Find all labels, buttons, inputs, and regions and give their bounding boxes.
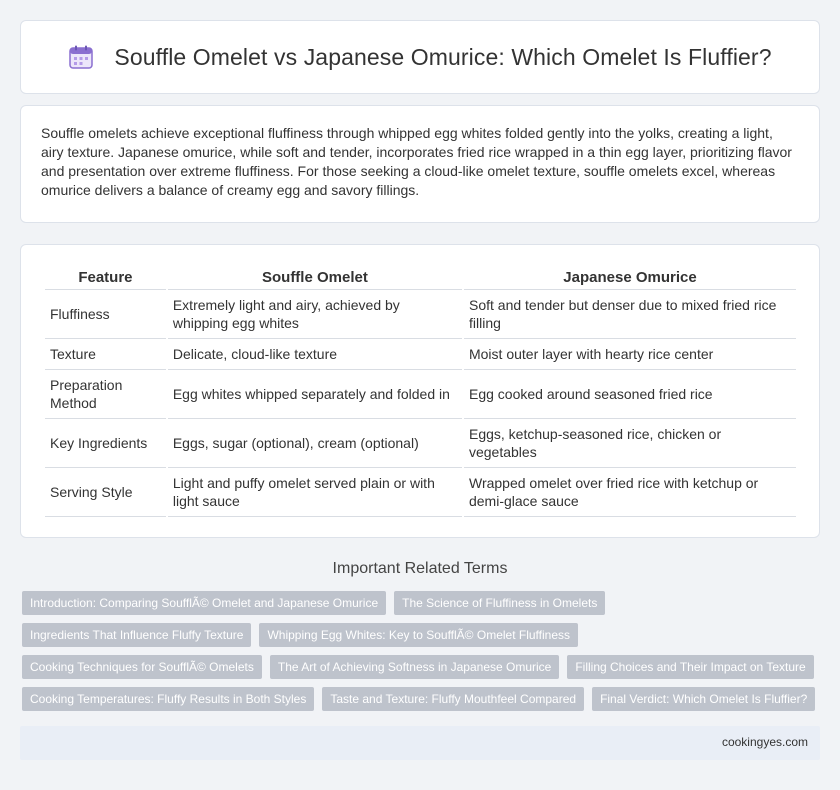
related-term-tag[interactable]: Whipping Egg Whites: Key to SoufflÃ© Omelet Fluffiness [259, 623, 578, 647]
related-terms-tags [22, 591, 822, 719]
calendar-icon [68, 44, 94, 70]
related-term-tag[interactable]: Taste and Texture: Fluffy Mouthfeel Compared [322, 687, 584, 711]
related-term-tag[interactable]: Cooking Techniques for SoufflÃ© Omelets [22, 655, 262, 679]
header-feature: Feature [45, 265, 166, 290]
intro-paragraph: Souffle omelets achieve exceptional fluffiness through whipped egg whites folded gently into the yolks, creating a light, airy texture. Japanese omurice, while soft and tender, incorporates fried rice wrapped in a thin egg layer, prioritizing flavor and presentation over extreme fluffiness. For those seeking a cloud-like omelet texture, souffle omelets excel, whereas omurice delivers a balance of creamy egg and savory fillings. [41, 125, 792, 198]
intro-card [20, 105, 820, 223]
omurice-cell: Egg cooked around seasoned fried rice [464, 370, 796, 419]
souffle-cell: Light and puffy omelet served plain or with light sauce [168, 468, 462, 517]
souffle-cell: Eggs, sugar (optional), cream (optional) [168, 419, 462, 468]
related-term-tag[interactable]: Final Verdict: Which Omelet Is Fluffier? [592, 687, 815, 711]
table-row [45, 468, 796, 517]
related-terms-title: Important Related Terms [332, 560, 508, 577]
page-title: Souffle Omelet vs Japanese Omurice: Which Omelet Is Fluffier? [114, 43, 772, 70]
related-term-tag[interactable]: The Science of Fluffiness in Omelets [394, 591, 605, 615]
tag-row [22, 687, 822, 711]
souffle-cell: Egg whites whipped separately and folded in [168, 370, 462, 419]
omurice-cell: Moist outer layer with hearty rice center [464, 339, 796, 370]
related-term-tag[interactable]: Ingredients That Influence Fluffy Texture [22, 623, 251, 647]
souffle-cell: Delicate, cloud-like texture [168, 339, 462, 370]
header-souffle-omelet: Souffle Omelet [168, 265, 462, 290]
title-wrap [68, 44, 771, 71]
footer-site-link[interactable]: cookingyes.com [721, 735, 808, 749]
footer [20, 726, 820, 760]
related-term-tag[interactable]: The Art of Achieving Softness in Japanese Omurice [270, 655, 559, 679]
feature-cell: Preparation Method [45, 370, 166, 419]
table-row [45, 290, 796, 339]
feature-cell: Fluffiness [45, 290, 166, 339]
tag-row [22, 655, 822, 679]
omurice-cell: Soft and tender but denser due to mixed fried rice filling [464, 290, 796, 339]
omurice-cell: Wrapped omelet over fried rice with ketchup or demi-glace sauce [464, 468, 796, 517]
tag-row [22, 591, 822, 615]
related-term-tag[interactable]: Cooking Temperatures: Fluffy Results in Both Styles [22, 687, 314, 711]
comparison-table [43, 265, 798, 517]
table-row [45, 419, 796, 468]
table-header-row [45, 265, 796, 290]
header-card [20, 20, 820, 94]
table-row [45, 370, 796, 419]
feature-cell: Texture [45, 339, 166, 370]
tag-row [22, 623, 822, 647]
related-term-tag[interactable]: Filling Choices and Their Impact on Texture [567, 655, 813, 679]
comparison-table-card [20, 244, 820, 538]
feature-cell: Key Ingredients [45, 419, 166, 468]
feature-cell: Serving Style [45, 468, 166, 517]
omurice-cell: Eggs, ketchup-seasoned rice, chicken or vegetables [464, 419, 796, 468]
related-term-tag[interactable]: Introduction: Comparing SoufflÃ© Omelet and Japanese Omurice [22, 591, 386, 615]
table-row [45, 339, 796, 370]
souffle-cell: Extremely light and airy, achieved by whipping egg whites [168, 290, 462, 339]
header-japanese-omurice: Japanese Omurice [464, 265, 796, 290]
